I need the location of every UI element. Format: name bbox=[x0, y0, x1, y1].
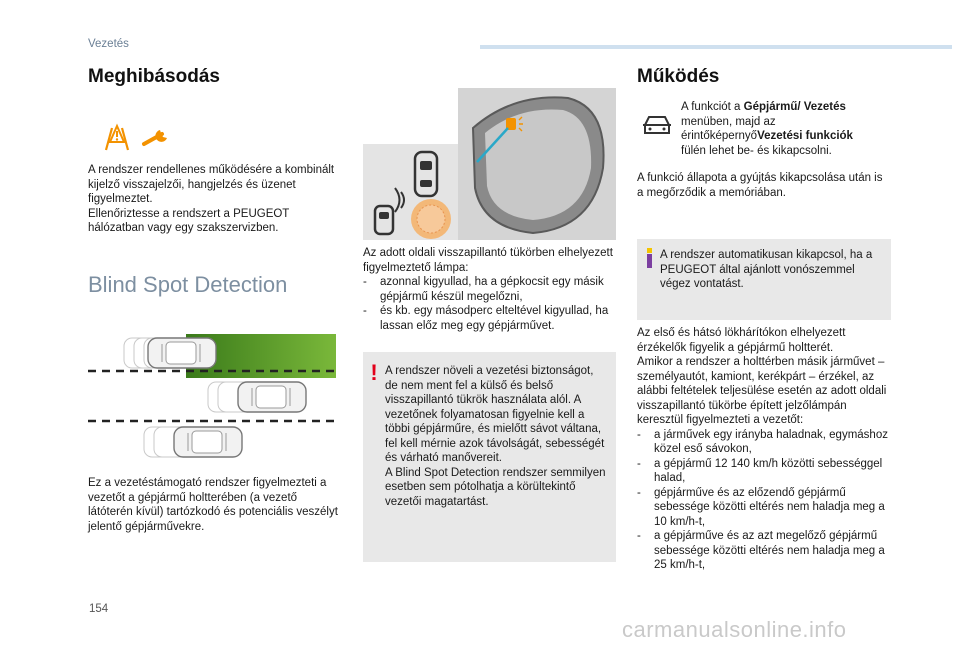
mirror-description bbox=[363, 246, 618, 333]
mirror-illustration bbox=[363, 88, 616, 240]
func-text: menüben, majd az érintőképernyő bbox=[681, 115, 776, 142]
fault-title: Meghibásodás bbox=[88, 66, 220, 87]
car-settings-icon bbox=[641, 113, 673, 137]
mirror-item: - azonnal kigyullad, ha a gépkocsit egy másik gépjármű készül megelőzni, bbox=[363, 275, 618, 304]
fault-text-1: A rendszer rendellenes működésére a kombinált kijelző visszajelzői, hangjelzés és üzenet figyelmeztet. bbox=[88, 164, 335, 205]
sensor-description bbox=[637, 326, 895, 573]
header-bar bbox=[480, 45, 952, 49]
info-icon bbox=[647, 248, 652, 268]
wrench-icon bbox=[144, 130, 167, 144]
mirror-item: - és kb. egy másodperc elteltével kigyullad, ha lassan előz meg egy gépjárművet. bbox=[363, 304, 618, 333]
bsd-title: Blind Spot Detection bbox=[88, 272, 288, 297]
mirror-text: Az adott oldali visszapillantó tükörben elhelyezett figyelmeztető lámpa: bbox=[363, 247, 613, 274]
memory-text: A funkció állapota a gyújtás kikapcsolása után is a megőrződik a memóriában. bbox=[637, 172, 883, 199]
warning-icon: ! bbox=[370, 360, 378, 385]
condition-item: - a járművek egy irányba haladnak, egymáshoz közel eső sávokon, bbox=[637, 428, 895, 457]
page-number: 154 bbox=[89, 603, 109, 615]
section-label: Vezetés bbox=[88, 38, 129, 50]
function-title: Működés bbox=[637, 66, 720, 87]
indicator-light-icon bbox=[411, 199, 451, 239]
watermark: carmanualsonline.info bbox=[622, 617, 847, 642]
sensor-text-1: Az első és hátsó lökhárítókon elhelyezett érzékelők figyelik a gépjármű holtterét. bbox=[637, 327, 846, 354]
own-car bbox=[238, 382, 306, 412]
warning-text bbox=[385, 364, 607, 509]
tab-name: Vezetési funkciók bbox=[757, 130, 853, 142]
condition-item: - gépjárműve és az előzendő gépjármű sebessége közötti eltérés nem haladja meg a 10 km/h-t, bbox=[637, 486, 895, 530]
fault-icons bbox=[88, 122, 178, 154]
warning-text-1: A rendszer növeli a vezetési biztonságot, de nem ment fel a külső és belső visszapillantó tükrök használata alól. A vezetőnek folyamatosan figyelnie kell a többi gépjárműre, és mielőtt sávot váltana, fel kell mérnie azok távolságát, sebességét és várható manővereit. bbox=[385, 365, 605, 464]
condition-item: - a gépjármű 12 140 km/h közötti sebességgel halad, bbox=[637, 457, 895, 486]
sensor-text-2: Amikor a rendszer a holttérben másik járművet – személyautót, kamiont, kerékpárt – érzékel, az alábbi feltételek teljesülése esetén az adott oldali visszapillantó tükörbe épített jelzőlámpán keresztül figyelmezteti a vezetőt: bbox=[637, 356, 887, 426]
function-description bbox=[681, 100, 881, 158]
menu-name: Gépjármű/ Vezetés bbox=[743, 101, 846, 113]
overtaking-car bbox=[148, 338, 216, 368]
bsd-description: Ez a vezetéstámogató rendszer figyelmezteti a vezetőt a gépjármű holtterében (a vezető látóterén kívül) tartózkodó és potenciális veszélyt jelentő gépjárművekre. bbox=[88, 477, 338, 533]
condition-item: - a gépjárműve és az azt megelőző gépjármű sebessége közötti eltérés nem haladja meg a 25 km/h-t, bbox=[637, 529, 895, 573]
fault-text-2: Ellenőriztesse a rendszert a PEUGEOT hálózatban vagy egy szakszervizben. bbox=[88, 207, 290, 234]
info-text: A rendszer automatikusan kikapcsol, ha a PEUGEOT által ajánlott vonószemmel végez vontatást. bbox=[660, 249, 873, 290]
lane-warning-icon bbox=[106, 126, 128, 150]
following-car bbox=[174, 427, 242, 457]
func-text: A funkciót a bbox=[681, 101, 744, 113]
func-text: fülén lehet be- és kikapcsolni. bbox=[681, 144, 832, 157]
warning-text-2: A Blind Spot Detection rendszer semmilyen esetben sem pótolhatja a körültekintő vezetői magatartást. bbox=[385, 466, 606, 508]
fault-description bbox=[88, 163, 338, 236]
bsd-diagram bbox=[88, 330, 338, 465]
